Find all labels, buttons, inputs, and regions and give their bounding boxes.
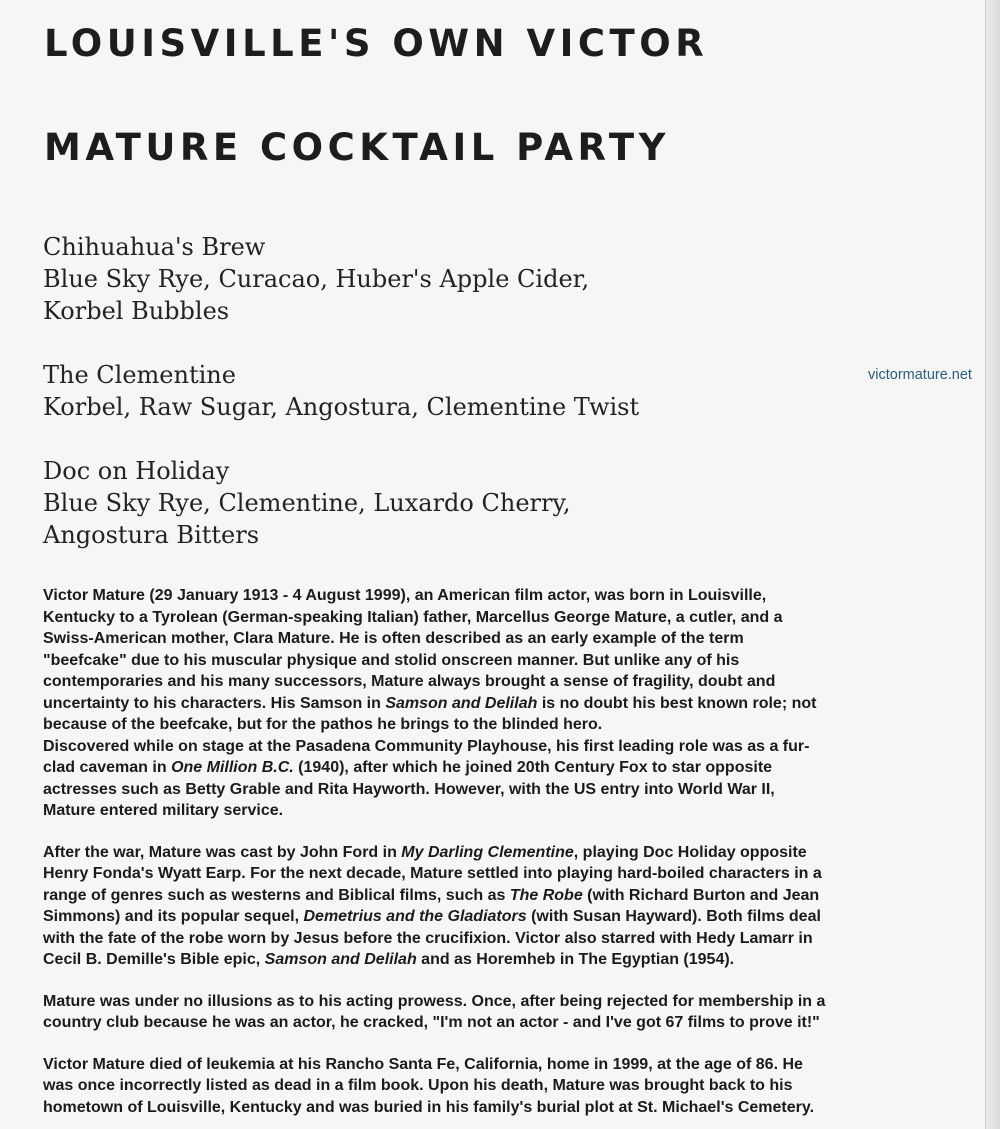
- cocktail-item: [43, 455, 803, 551]
- bio-text: After the war, Mature was cast by John Ford in: [43, 843, 402, 861]
- cocktail-ingredients: Korbel Bubbles: [43, 297, 230, 325]
- bio-line: [43, 863, 943, 885]
- cocktail-ingredients: Blue Sky Rye, Curacao, Huber's Apple Cider,: [43, 265, 590, 293]
- bio-line: [43, 1054, 943, 1076]
- cocktail-item: [43, 231, 803, 327]
- bio-text: uncertainty to his characters. His Samson in: [43, 694, 386, 712]
- bio-text: actresses such as Betty Grable and Rita Hayworth. However, with the US entry into World War II,: [43, 780, 775, 798]
- cocktail-name: Chihuahua's Brew: [43, 233, 266, 261]
- bio-line: [43, 693, 943, 715]
- cocktail-name: The Clementine: [43, 361, 236, 389]
- bio-line: [43, 628, 943, 650]
- bio-text: Mature entered military service.: [43, 802, 284, 819]
- cocktail-ingredients: Blue Sky Rye, Clementine, Luxardo Cherry,: [43, 489, 571, 517]
- bio-text: , playing Doc Holiday opposite: [573, 843, 807, 861]
- bio-text: (1940), after which he joined 20th Century Fox to star opposite: [293, 759, 773, 776]
- bio-line: [43, 1075, 943, 1097]
- bio-text: Victor Mature (29 January 1913 - 4 August 1999), an American film actor, was born in Louisville,: [43, 587, 767, 604]
- bio-text: hometown of Louisville, Kentucky and was buried in his family's burial plot at St. Michael's Cemetery.: [43, 1098, 815, 1116]
- bio-line: [43, 906, 943, 928]
- bio-text: country club because he was an actor, he cracked, "I'm not an actor - and I've got 67 films to prove it!": [43, 1014, 820, 1031]
- film-title: Samson and Delilah: [264, 951, 417, 968]
- bio-line: [43, 779, 943, 801]
- bio-line: [43, 607, 943, 629]
- film-title: The Robe: [509, 886, 583, 904]
- bio-text: Discovered while on stage at the Pasadena Community Playhouse, his first leading role was as a fur-: [43, 737, 810, 755]
- page-title-line-1: LOUISVILLE'S OWN VICTOR: [44, 22, 709, 65]
- bio-line: [43, 671, 943, 693]
- bio-line: [43, 1097, 943, 1119]
- film-title: My Darling Clementine: [401, 843, 574, 861]
- cocktail-menu: [43, 231, 803, 583]
- bio-text: Henry Fonda's Wyatt Earp. For the next decade, Mature settled into playing hard-boiled characters in a: [43, 865, 822, 882]
- bio-line: [43, 714, 943, 736]
- bio-text: contemporaries and his many successors, Mature always brought a sense of fragility, doubt and: [43, 673, 776, 690]
- bio-text: Kentucky to a Tyrolean (German-speaking Italian) father, Marcellus George Mature, a cutler, and a: [43, 608, 783, 626]
- bio-line: [43, 991, 943, 1013]
- cocktail-name: Doc on Holiday: [43, 457, 230, 485]
- bio-text: is no doubt his best known role; not: [537, 694, 817, 712]
- bio-line: [43, 585, 943, 607]
- bio-line: [43, 1012, 943, 1034]
- bio-line: [43, 800, 943, 822]
- bio-text: Swiss-American mother, Clara Mature. He is often described as an early example of the term: [43, 630, 744, 647]
- cocktail-item: [43, 359, 803, 423]
- bio-line: [43, 650, 943, 672]
- film-title: One Million B.C.: [171, 759, 294, 776]
- bio-text: and as Horemheb in The Egyptian (1954).: [416, 951, 735, 968]
- page-title-line-2: MATURE COCKTAIL PARTY: [44, 126, 670, 169]
- website-watermark: victormature.net: [868, 367, 972, 383]
- bio-text: Simmons) and its popular sequel,: [43, 908, 304, 925]
- bio-line: [43, 736, 943, 758]
- bio-line: [43, 949, 943, 971]
- film-title: Demetrius and the Gladiators: [303, 908, 527, 925]
- bio-text: range of genres such as westerns and Biblical films, such as: [43, 886, 510, 904]
- bio-text: (with Richard Burton and Jean: [582, 886, 820, 904]
- bio-text: Victor Mature died of leukemia at his Rancho Santa Fe, California, home in 1999, at the age of 86. He: [43, 1055, 803, 1073]
- bio-line: [43, 842, 943, 864]
- cocktail-ingredients: Angostura Bitters: [43, 521, 260, 549]
- bio-text: with the fate of the robe worn by Jesus before the crucifixion. Victor also starred with Hedy Lamarr in: [43, 929, 813, 947]
- bio-text: was once incorrectly listed as dead in a film book. Upon his death, Mature was brought back to his: [43, 1077, 793, 1094]
- page-edge: [985, 0, 1000, 1129]
- biography-text: [43, 585, 943, 1118]
- bio-text: (with Susan Hayward). Both films deal: [526, 908, 821, 925]
- cocktail-ingredients: Korbel, Raw Sugar, Angostura, Clementine Twist: [43, 393, 640, 421]
- bio-text: Mature was under no illusions as to his acting prowess. Once, after being rejected for membership in a: [43, 992, 826, 1010]
- bio-text: because of the beefcake, but for the pathos he brings to the blinded hero.: [43, 716, 603, 733]
- bio-text: Cecil B. Demille's Bible epic,: [43, 951, 265, 968]
- bio-text: "beefcake" due to his muscular physique and stolid onscreen manner. But unlike any of his: [43, 651, 740, 669]
- bio-text: clad caveman in: [43, 759, 172, 776]
- bio-line: [43, 928, 943, 950]
- bio-line: [43, 757, 943, 779]
- bio-line: [43, 885, 943, 907]
- film-title: Samson and Delilah: [385, 694, 538, 712]
